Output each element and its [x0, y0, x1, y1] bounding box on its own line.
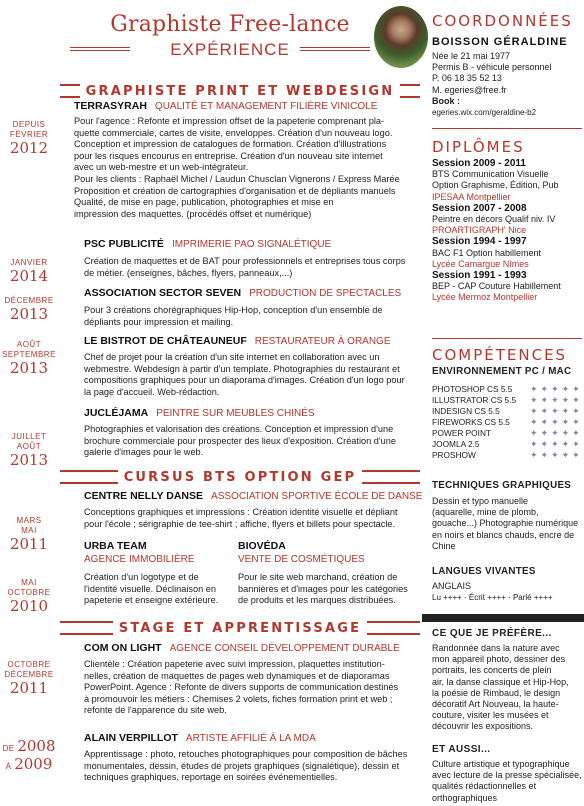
text-line: brochure commerciale pour prospecter des lieux d'exposition. Création d'une	[84, 435, 396, 446]
date-line: JUILLET	[11, 432, 47, 441]
entry-org	[84, 540, 147, 552]
skill-name: PHOTOSHOP CS 5.5	[432, 384, 513, 394]
date-line: SEPTEMBRE	[2, 350, 56, 359]
text-line: Clientèle : Création papeterie avec suivi impression, plaquettes institution-	[84, 659, 385, 669]
date-line: MAI	[21, 578, 37, 587]
org-tagline: ASSOCIATION SPORTIVE ÉCOLE DE DANSE	[211, 491, 423, 502]
text-line: Qualité, de mise en page, publication, photographies et mise en	[74, 197, 334, 208]
text-line: Pour 3 créations chorégraphiques Hip-Hop, conception d'un ensemble de	[84, 305, 383, 315]
date-line: OCTOBRE	[7, 588, 51, 597]
page-subtitle: EXPÉRIENCE	[170, 40, 290, 59]
divider	[432, 338, 582, 339]
tech-line: en noirs et blancs chauds, encre de	[432, 529, 575, 540]
org-tagline: PRODUCTION DE SPECTACLES	[249, 288, 402, 299]
text-line: PowerPoint. Agence : Refonte de divers supports de communication destinés	[84, 682, 399, 693]
entry-org-tag	[238, 553, 365, 565]
diploma-school: PROARTIGRAPH' Nice	[432, 225, 527, 236]
avatar	[374, 6, 428, 68]
date-line: DEPUIS	[12, 120, 46, 129]
text-line: Proposition et création de cartographies d'organisation et de dépliants manuels	[74, 185, 396, 196]
prefs-title: CE QUE JE PRÉFÈRE...	[432, 628, 552, 639]
text-line: webmestre. Webdesign à partir d'un template. Photographies du restaurant et	[84, 363, 400, 374]
prefs-line: air, la danse classique et Hip-Hop,	[432, 676, 569, 687]
text-line: monumentales, dessin, études de projets graphiques (signalétique), dessin et	[84, 760, 400, 771]
entry-date	[0, 296, 58, 323]
date-year: 2013	[9, 359, 49, 377]
text-line: Pour le site web marchand, création de	[238, 572, 398, 582]
entry-text	[84, 749, 420, 784]
date-line: DÉCEMBRE	[4, 296, 54, 305]
date-line: DÉCEMBRE	[4, 670, 54, 679]
page-title: Graphiste Free-lance	[110, 12, 350, 37]
diploma-line: Peintre en décors Qualif niv. IV	[432, 214, 556, 225]
skill-row	[432, 384, 584, 395]
date-year: 2013	[9, 305, 49, 323]
diploma-line: BAC F1 Option habillement	[432, 247, 542, 258]
org-tagline: IMPRIMERIE PAO SIGNALÉTIQUE	[171, 239, 332, 250]
entry-org	[84, 490, 422, 502]
lang-name: ANGLAIS	[432, 581, 472, 591]
prefs-line: mon appareil photo, dessiner des	[432, 654, 566, 665]
skills-subtitle: ENVIRONNEMENT PC / MAC	[432, 366, 572, 377]
divider	[422, 614, 584, 622]
divider	[432, 128, 582, 129]
skill-name: JOOMLA 2.5	[432, 439, 480, 449]
prefs-line: la poésie de Rimbaud, le design	[432, 687, 561, 698]
entry-date	[0, 340, 58, 377]
date-year: 2011	[9, 679, 49, 697]
org-name: TERRASYRAH	[74, 100, 147, 112]
contact-line: Née le 21 mai 1977	[432, 51, 511, 61]
skill-row	[432, 428, 584, 439]
contact-line: M. egeries@free.fr	[432, 84, 507, 95]
section-heading	[60, 468, 420, 486]
org-tagline: AGENCE IMMOBILIÈRE	[84, 554, 195, 565]
entry-org	[84, 732, 316, 744]
skill-rating: ✦✦✦✦✦	[530, 406, 583, 416]
text-line: compositions graphiques pour un diaporama d'images. Création d'un logo pour	[84, 375, 405, 386]
tech-line: (aquarelle, mine de plomb,	[432, 507, 539, 518]
org-name: JUCLÉJAMA	[84, 407, 149, 419]
skill-rating: ✦✦✦✦✦	[530, 395, 583, 405]
text-line: Conceptions graphiques et impressions : Création identité visuelle et dépliant	[84, 507, 398, 517]
text-line: l'identité visuelle. Déclinaison en	[84, 583, 216, 594]
sidebar-title-skills: COMPÉTENCES	[432, 346, 568, 364]
skill-row	[432, 417, 584, 428]
tech-title: TECHNIQUES GRAPHIQUES	[432, 480, 572, 491]
org-name: ASSOCIATION SECTOR SEVEN	[84, 287, 242, 299]
entry-org-tag	[84, 553, 195, 565]
tech-line: gouache...) Photographie numérique	[432, 518, 579, 529]
also-line: Culture artistique et typographique	[432, 759, 570, 769]
text-line: dépliants pour impression et mailing.	[84, 316, 234, 327]
date-year: 2014	[9, 267, 49, 285]
skill-row	[432, 406, 584, 417]
date-line: À	[5, 762, 12, 771]
org-tagline: AGENCE CONSEIL DÉVELOPPEMENT DURABLE	[169, 643, 400, 654]
org-name: ALAIN VERPILLOT	[84, 732, 178, 744]
entry-date	[0, 516, 58, 553]
date-line: MARS	[16, 516, 42, 525]
date-year: 2011	[9, 535, 49, 553]
org-name: LE BISTROT DE CHÂTEAUNEUF	[84, 335, 247, 347]
text-line: Photographies et valorisation des créations. Conception et impression d'une	[84, 424, 394, 434]
sidebar	[422, 0, 584, 806]
section-title: CURSUS BTS OPTION GEP	[118, 470, 363, 485]
date-line: OCTOBRE	[7, 660, 51, 669]
skill-rating: ✦✦✦✦✦	[530, 439, 583, 449]
org-tagline: QUALITÉ ET MANAGEMENT FILIÈRE VINICOLE	[154, 101, 378, 112]
diplomas-list	[432, 158, 584, 304]
entry-org	[84, 407, 315, 419]
date-year: 2010	[9, 597, 49, 615]
org-name: COM ON LIGHT	[84, 642, 162, 654]
entry-text	[84, 507, 420, 530]
entry-text	[84, 572, 234, 607]
sidebar-title-diplomas: DIPLÔMES	[432, 138, 525, 156]
date-line: AOÛT	[16, 340, 42, 349]
text-line: techniques graphiques, reportage en soirées événementielles.	[84, 772, 338, 783]
section-heading	[60, 619, 420, 637]
prefs-line: décoratif Art Nouveau, la haute-	[432, 699, 559, 710]
skill-name: ILLUSTRATOR CS 5.5	[432, 395, 517, 405]
contact-line: Permis B - véhicule personnel	[432, 62, 552, 73]
prefs-line: portraits, les concerts de plein	[432, 665, 552, 676]
text-line: Chef de projet pour la création d'un site internet en collaboration avec un	[84, 352, 380, 362]
diploma-line: BEP - CAP Couture Habillement	[432, 281, 561, 292]
text-line: bannières et d'images pour les catégories	[238, 583, 408, 594]
skill-name: PROSHOW	[432, 450, 476, 460]
contact-line: P. 06 18 35 52 13	[432, 73, 502, 84]
entry-org	[84, 642, 400, 654]
diploma-school: IPESAA Montpellier	[432, 191, 511, 202]
sidebar-title-contact: COORDONNÉES	[432, 12, 573, 30]
date-line: DE	[2, 744, 15, 753]
diploma-session: Session 2007 - 2008	[432, 202, 527, 214]
text-line: de produits et les marques distribuées.	[238, 595, 396, 606]
text-line: Apprentissage : photo, retouches photographiques pour composition de bâches	[84, 749, 408, 759]
text-line: à promouvoir les métiers : Chemises 2 volets, fiches formation print et web ;	[84, 693, 393, 704]
text-line: la page d'accueil. Web-rédaction.	[84, 386, 220, 397]
entry-text	[84, 305, 420, 328]
entry-text	[74, 116, 420, 220]
date-year: 2012	[9, 139, 49, 157]
org-name: URBA TEAM	[84, 540, 147, 552]
entry-date	[0, 660, 58, 697]
prefs-text	[432, 643, 584, 733]
also-title: ET AUSSI...	[432, 744, 491, 755]
also-text	[432, 759, 584, 804]
entry-text	[84, 424, 420, 459]
text-line: Création de maquettes et de BAT pour professionnels et entreprises tous corps	[84, 256, 406, 266]
date-line: FÉVRIER	[9, 130, 49, 139]
text-line: refonte de l'apparence du site web.	[84, 705, 227, 716]
org-name: BIOVÉDA	[238, 540, 286, 552]
tech-text	[432, 496, 584, 552]
entry-text	[238, 572, 420, 607]
date-line: JANVIER	[10, 258, 48, 267]
skill-row	[432, 439, 584, 450]
diploma-line: BTS Communication Visuelle	[432, 169, 549, 180]
tech-line: Chine	[432, 540, 456, 551]
text-line: Pour l'agence : Refonte et impression offset de la papeterie comprenant pla-	[74, 116, 385, 126]
org-tagline: ARTISTE AFFILIÉ À LA MDA	[185, 733, 316, 744]
text-line: papeterie et enseigne extérieure.	[84, 595, 219, 606]
person-name: BOISSON GÉRALDINE	[432, 36, 568, 48]
book-link[interactable]: egeries.wix.com/geraldine-b2	[432, 108, 537, 118]
date-year: 2009	[14, 755, 53, 773]
tech-line: Dessin et typo manuelle	[432, 496, 529, 506]
date-year: 2013	[9, 451, 49, 469]
text-line: pour les risques encourus en entreprise. Création d'un nouveau site internet	[74, 150, 383, 161]
entry-text	[84, 352, 420, 398]
diploma-session: Session 1994 - 1997	[432, 236, 527, 248]
section-title: GRAPHISTE PRINT ET WEBDESIGN	[80, 84, 401, 99]
entry-org	[84, 335, 391, 347]
skill-rating: ✦✦✦✦✦	[530, 417, 583, 427]
entry-date	[0, 120, 58, 157]
entry-text	[84, 659, 420, 717]
text-line: Pour les clients : Raphaël Michel / Laudun Chusclan Vignerons / Express Marée	[74, 173, 400, 184]
also-line: qualités rédactionnelles et	[432, 781, 537, 792]
skill-name: POWER POINT	[432, 428, 492, 438]
entry-date	[0, 258, 58, 285]
diploma-line: Option Graphisme, Édition, Pub	[432, 180, 559, 191]
text-line: nelles, création de maquettes de pages web dynamiques et de diaporamas	[84, 670, 390, 681]
text-line: de métier. (enseignes, bâches, flyers, panneaux,...)	[84, 267, 293, 278]
text-line: pour l'école ; sérigraphie de tee-shirt ; affiche, flyers et billets pour spectacle.	[84, 518, 396, 529]
skill-rating: ✦✦✦✦✦	[530, 428, 583, 438]
skill-name: INDESIGN CS 5.5	[432, 406, 500, 416]
date-line: MAI	[21, 526, 37, 535]
entry-org	[238, 540, 286, 552]
section-heading	[60, 82, 420, 100]
entry-date	[0, 738, 58, 774]
diploma-session: Session 2009 - 2011	[432, 158, 526, 169]
contact-info	[432, 51, 584, 118]
text-line: quette commerciale, cartes de visite, enveloppes. Création d'un nouveau logo.	[74, 127, 393, 138]
diploma-session: Session 1991 - 1993	[432, 270, 527, 282]
lang-levels: Lu ++++ · Écrit ++++ · Parlé ++++	[432, 593, 553, 603]
lang-title: LANGUES VIVANTES	[432, 566, 536, 577]
prefs-line: découvrir les expositions.	[432, 721, 534, 732]
skill-rating: ✦✦✦✦✦	[530, 384, 583, 394]
lang-text	[432, 581, 584, 603]
skill-name: FIREWORKS CS 5.5	[432, 417, 510, 427]
org-tagline: RESTAURATEUR À ORANGE	[254, 336, 391, 347]
entry-org	[74, 100, 377, 112]
text-line: Création d'un logotype et de	[84, 572, 199, 582]
skill-row	[432, 450, 584, 461]
also-line: orthographiques	[432, 792, 498, 803]
entry-date	[0, 432, 58, 469]
org-name: PSC PUBLICITÉ	[84, 238, 164, 250]
org-tagline: PEINTRE SUR MEUBLES CHINÉS	[156, 408, 315, 419]
text-line: Conception et impression de catalogues de formation. Création d'illustrations	[74, 139, 387, 150]
org-tagline: VENTE DE COSMÉTIQUES	[238, 554, 365, 565]
contact-line: Book :	[432, 95, 460, 106]
text-line: impression des maquettes. (procédés offset et numérique)	[74, 208, 312, 219]
section-title: STAGE ET APPRENTISSAGE	[113, 621, 367, 636]
date-year: 2008	[17, 737, 56, 755]
skill-rating: ✦✦✦✦✦	[530, 450, 583, 460]
diploma-school: Lycée Mermoz Montpellier	[432, 292, 538, 303]
entry-org	[84, 238, 331, 250]
text-line: avec un web-mestre et un web-intégrateur.	[74, 162, 249, 173]
entry-text	[84, 256, 420, 279]
org-name: CENTRE NELLY DANSE	[84, 490, 204, 502]
entry-date	[0, 578, 58, 615]
also-line: avec lecture de la presse spécialisée,	[432, 770, 582, 781]
text-line: galerie d'images pour le web.	[84, 447, 204, 458]
entry-org	[84, 287, 401, 299]
diploma-school: Lycée Camargue Nîmes	[432, 258, 529, 269]
prefs-line: couture, visiter les musées et	[432, 710, 549, 721]
date-line: AOÛT	[16, 442, 42, 451]
prefs-line: Randonnée dans la nature avec	[432, 643, 560, 653]
skill-row	[432, 395, 584, 406]
